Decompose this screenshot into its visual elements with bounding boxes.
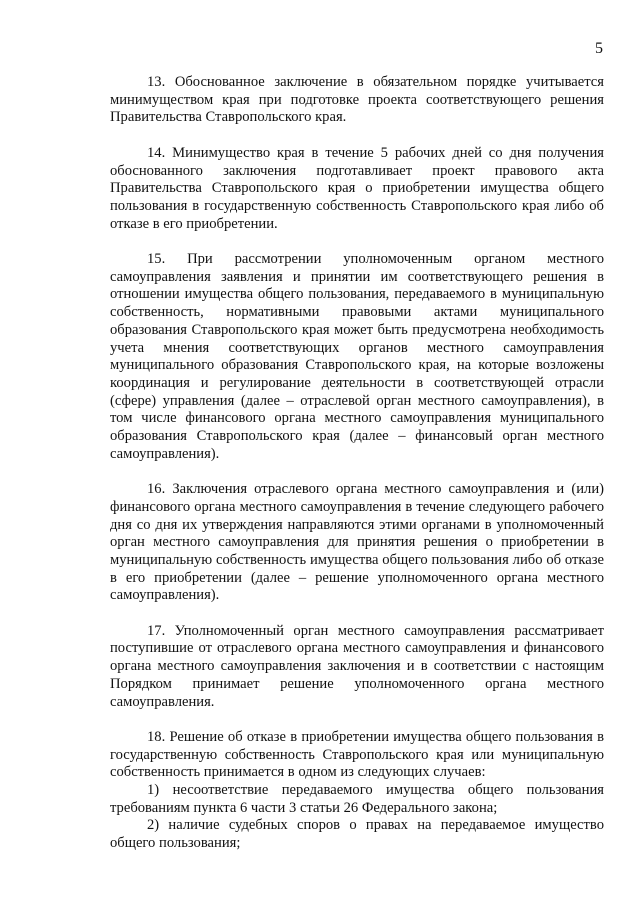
paragraph-13 <box>110 74 604 127</box>
list-item-2: 2) наличие судебных споров о правах на передаваемое имущество общего пользования; <box>110 817 604 852</box>
paragraph-text: 14. Минимущество края в течение 5 рабочих дней со дня получения обоснованного заключения подготавливает проект правового акта Правительства Ставропольского края о приобретении имущества общего пользования в государственную собственность Ставропольского края либо об отказе в его приобретении. <box>110 144 604 232</box>
paragraph-14 <box>110 145 604 234</box>
paragraph-17 <box>110 623 604 712</box>
paragraph-text: 13. Обоснованное заключение в обязательном порядке учитывается минимуществом края при подготовке проекта соответствующего решения Правительства Ставропольского края. <box>110 74 604 126</box>
paragraph-15 <box>110 251 604 463</box>
paragraph-text: 15. При рассмотрении уполномоченным органом местного самоуправления заявления и принятии им соответствующего решения в отношении имущества общего пользования, передаваемого в муниципальную собственность, нормативными правовыми актами муниципального образования Ставропольского края может быть предусмотрена необходимость учета мнения соответствующих органов местного самоуправления муниципального образования Ставропольского края, на которые возложены координация и регулирование деятельности в соответствующей отрасли (сфере) управления (далее – отраслевой орган местного самоуправления), в том числе финансового органа местного самоуправления муниципального образования Ставропольского края (далее – финансовый орган местного самоуправления). <box>110 251 604 462</box>
document-body <box>110 74 604 853</box>
page-number: 5 <box>595 40 603 57</box>
list-item-1: 1) несоответствие передаваемого имущества общего пользования требованиям пункта 6 части 3 статьи 26 Федерального закона; <box>110 782 604 816</box>
paragraph-18 <box>110 729 604 853</box>
paragraph-text: 17. Уполномоченный орган местного самоуправления рассматривает поступившие от отраслевого органа местного самоуправления и финансового органа местного самоуправления заключения и в соответствии с настоящим Порядком принимает решение уполномоченного органа местного самоуправления. <box>110 622 604 710</box>
paragraph-16 <box>110 481 604 605</box>
paragraph-text: 18. Решение об отказе в приобретении имущества общего пользования в государственную собственность Ставропольского края или муниципальную собственность принимается в одном из следующих случаев: <box>110 728 604 781</box>
paragraph-text: 16. Заключения отраслевого органа местного самоуправления и (или) финансового органа местного самоуправления в течение следующего рабочего дня со дня их утверждения направляются этими органами в уполномоченный орган местного самоуправления для принятия решения о приобретении в муниципальную собственность имущества общего пользования либо об отказе в его приобретении (далее – решение уполномоченного органа местного самоуправления). <box>110 481 604 604</box>
